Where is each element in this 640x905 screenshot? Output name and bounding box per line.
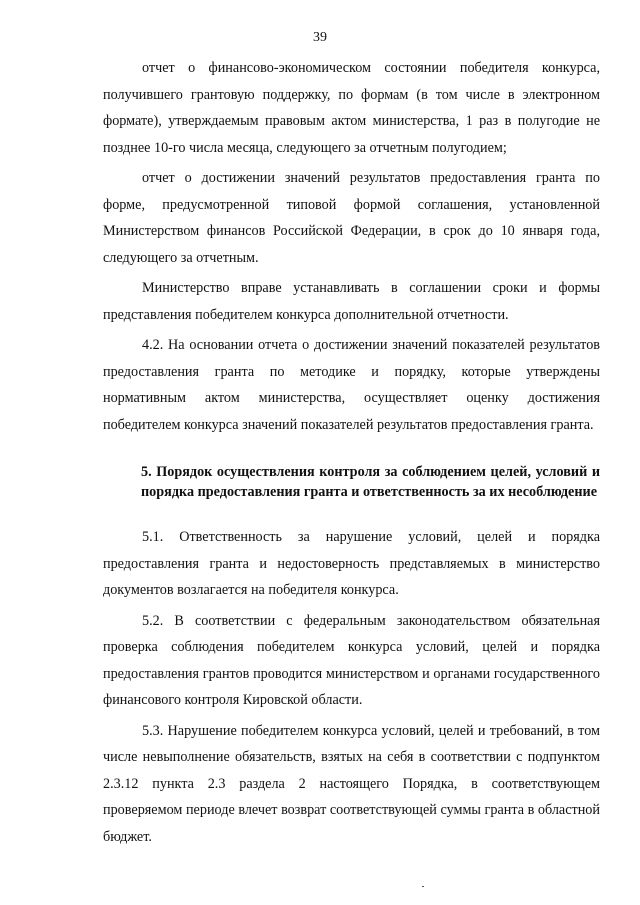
paragraph-results-report: отчет о достижении значений результатов предоставления гранта по форме, предусмотренной типовой формой соглашения, установленной Министерством финансов Российской Федерации, в срок до 10 января года, следующего за отчетным. — [103, 170, 600, 266]
paragraph-5-3: 5.3. Нарушение победителем конкурса условий, целей и требований, в том числе невыполнение обязательств, взятых на себя в соответствии с подпунктом 2.3.12 пункта 2.3 раздела 2 настоящего Порядка, в соответствующем проверяемом периоде влечет возврат соответствующей суммы гранта в областной бюджет. — [103, 722, 600, 845]
section-title: Порядок осуществления контроля за соблюдением целей, условий и порядка предоставления гранта и ответственность за их несоблюдение — [141, 464, 600, 500]
paragraph-5-2: 5.2. В соответствии с федеральным законодательством обязательная проверка соблюдения победителем конкурса условий, целей и порядка предоставления грантов проводится министерством и органами государственного финансового контроля Кировской области. — [103, 612, 600, 708]
page-number: 39 — [313, 30, 327, 45]
section-heading — [103, 462, 600, 502]
scan-speck — [422, 886, 424, 887]
section-number: 5. — [141, 464, 152, 480]
document-body — [103, 55, 600, 854]
paragraph-5-1: 5.1. Ответственность за нарушение условий, целей и порядка предоставления гранта и недостоверность представляемых в министерство документов возлагается на победителя конкурса. — [103, 529, 600, 598]
paragraph-4-2: 4.2. На основании отчета о достижении значений показателей результатов предоставления гранта по методике и порядку, которые утверждены нормативным актом министерства, осуществляет оценку достижения победителем конкурса значений показателей результатов предоставления гранта. — [103, 337, 600, 433]
paragraph-financial-report: отчет о финансово-экономическом состоянии победителя конкурса, получившего грантовую поддержку, по формам (в том числе в электронном формате), утверждаемым правовым актом министерства, 1 раз в полугодие не позднее 10-го числа месяца, следующего за отчетным полугодием; — [103, 60, 600, 156]
paragraph-additional-reporting: Министерство вправе устанавливать в соглашении сроки и формы представления победителем конкурса дополнительной отчетности. — [103, 280, 600, 323]
